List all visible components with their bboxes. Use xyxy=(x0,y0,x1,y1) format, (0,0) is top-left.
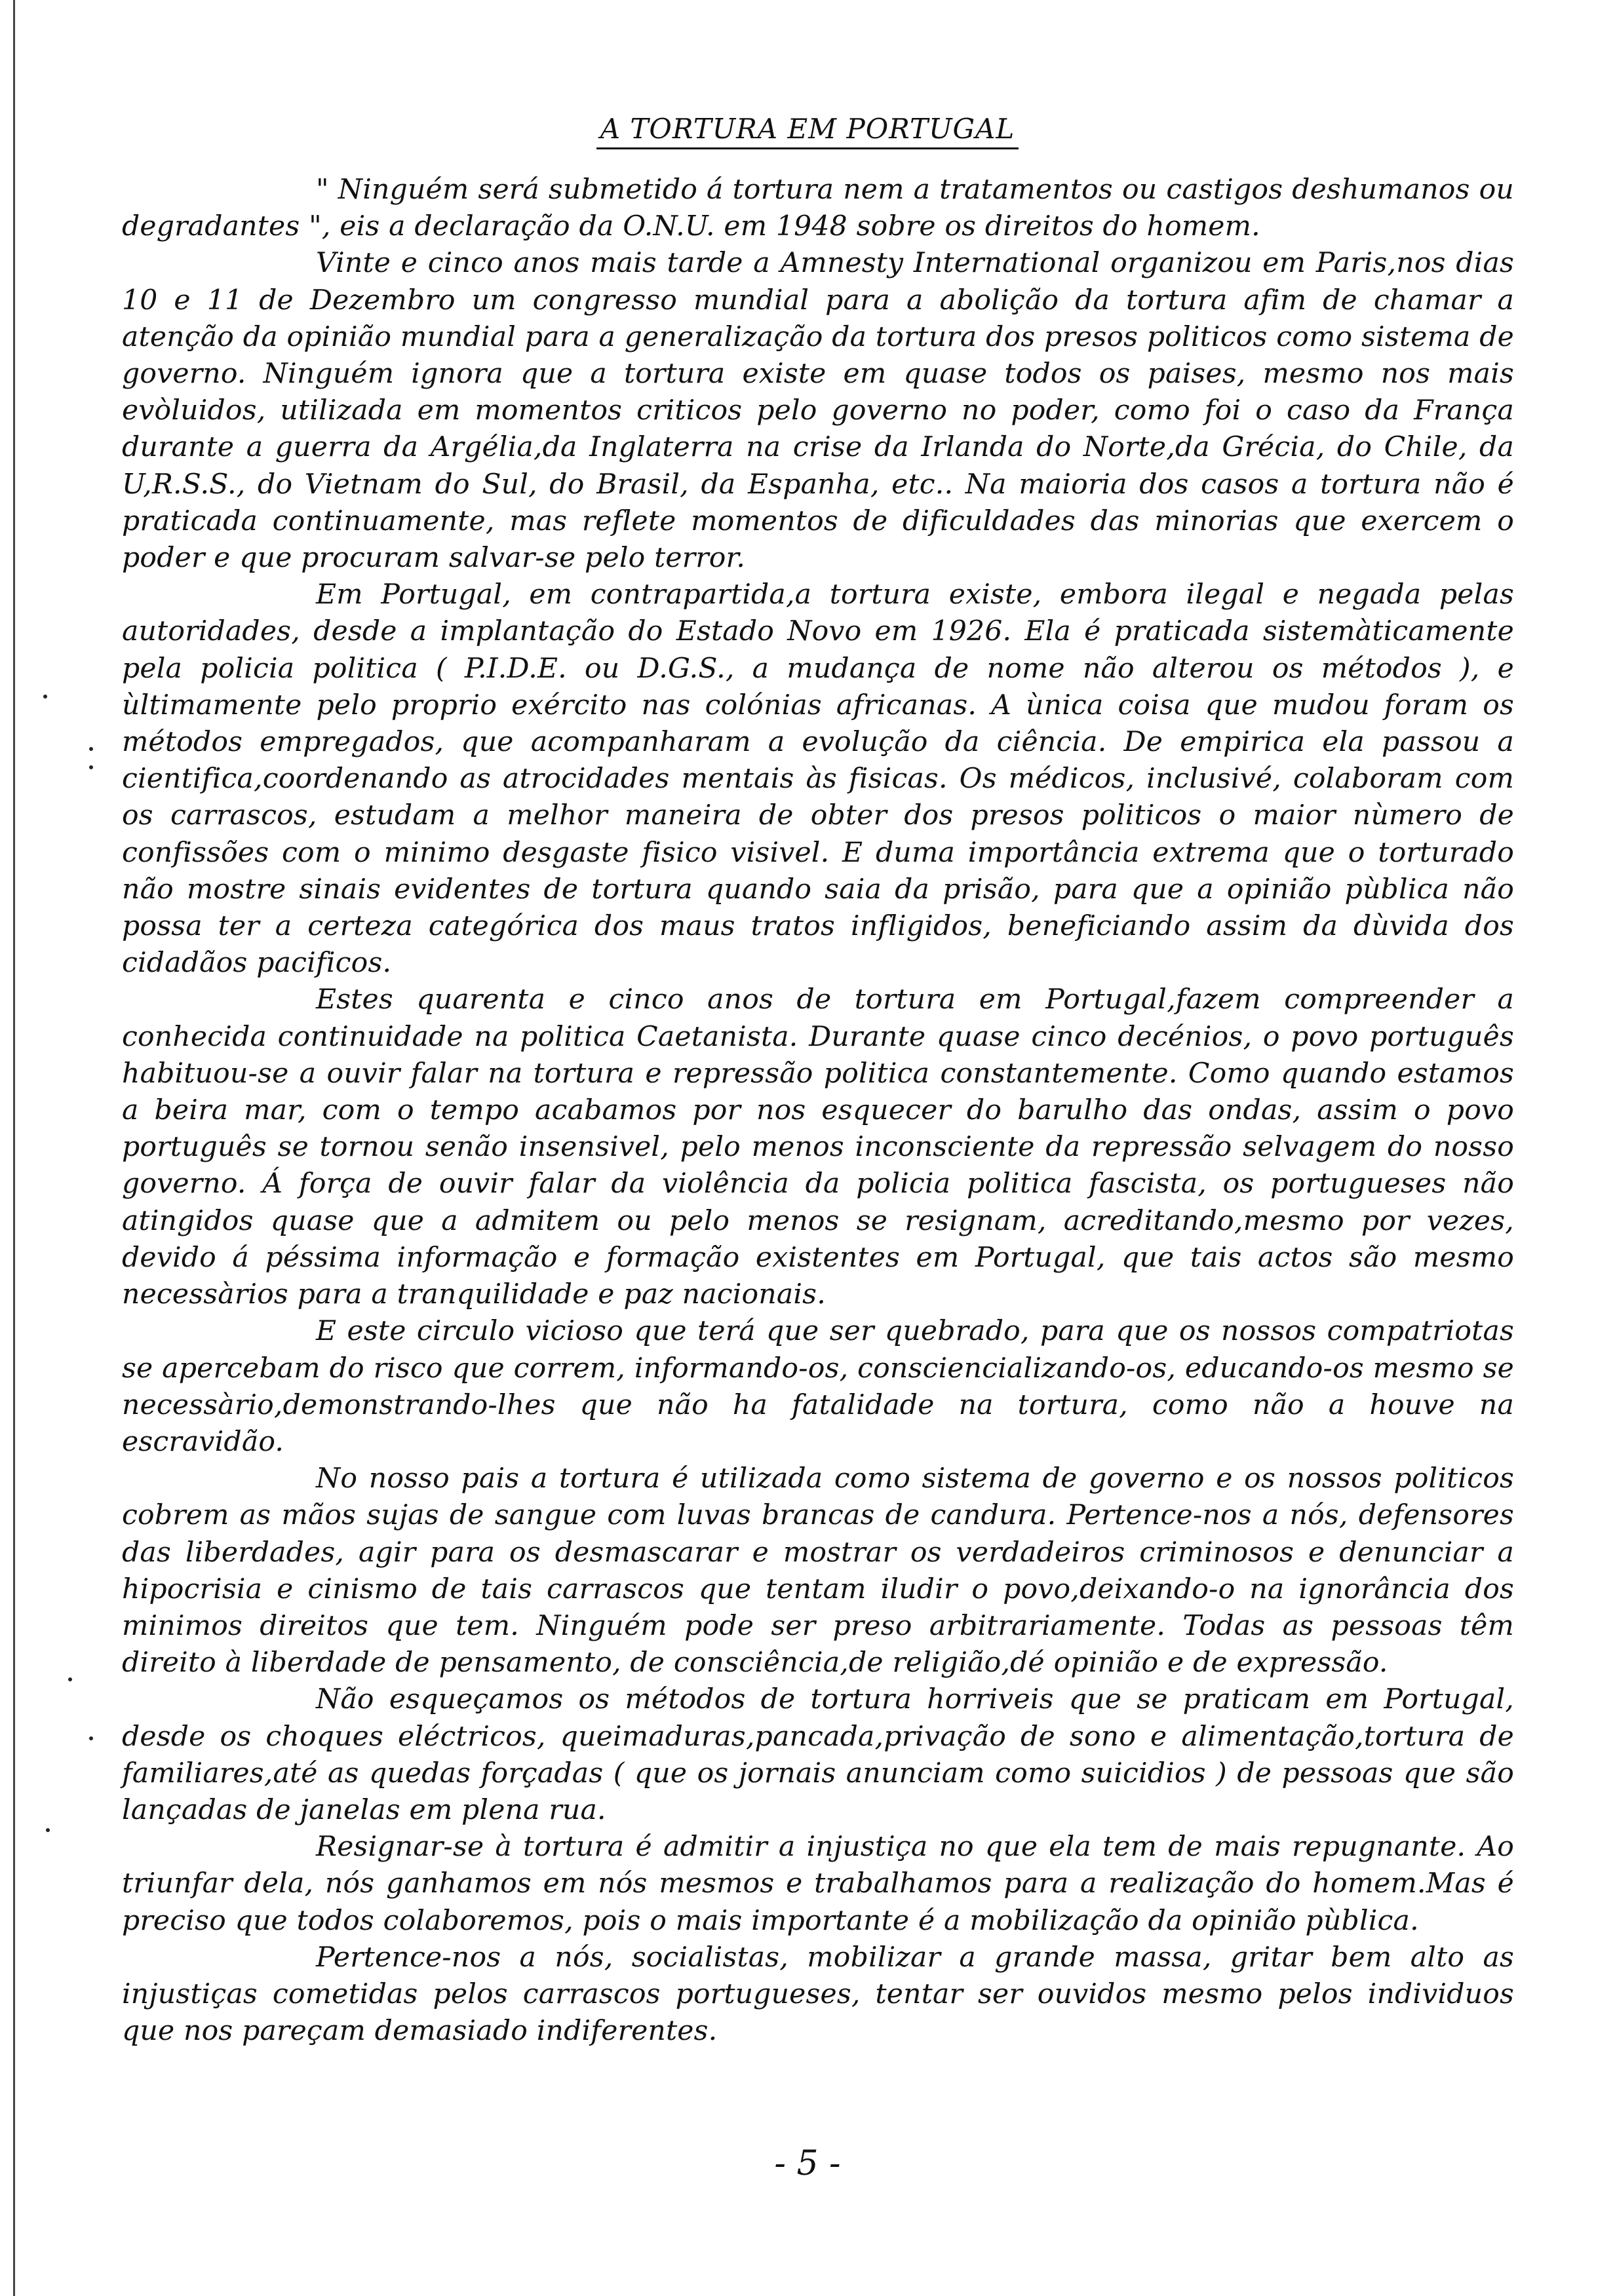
document-body xyxy=(122,172,1514,2050)
page-number: - 5 - xyxy=(774,2144,841,2183)
margin-speck xyxy=(68,1677,72,1681)
paragraph: No nosso pais a tortura é utilizada como sistema de governo e os nossos politicos cobrem as mãos sujas de sangue com luvas brancas de candura. Pertence-nos a nós, defensores das liberdades, agir para os desmascarar e mostrar os verdadeiros criminosos e denunciar a hipocrisia e cinismo de tais carrascos que tentam iludir o povo,deixando-o na ignorância dos minimos direitos que tem. Ninguém pode ser preso arbitrariamente. Todas as pessoas têm direito à liberdade de pensamento, de consciência,de religião,dé opinião e de expressão. xyxy=(122,1463,1514,1679)
paragraph: Resignar-se à tortura é admitir a injustiça no que ela tem de mais repugnante. Ao triunfar dela, nós ganhamos em nós mesmos e trabalhamos para a realização do homem.Mas é preciso que todos colaboremos, pois o mais importante é a mobilização da opinião pùblica. xyxy=(122,1831,1514,1937)
margin-speck xyxy=(89,747,93,751)
margin-speck xyxy=(89,765,93,769)
paragraph: Pertence-nos a nós, socialistas, mobilizar a grande massa, gritar bem alto as injustiças cometidas pelos carrascos portugueses, tentar ser ouvidos mesmo pelos individuos que nos pareçam demasiado indiferentes. xyxy=(122,1941,1514,2048)
paragraph: Não esqueçamos os métodos de tortura horriveis que se praticam em Portugal, desde os choques eléctricos, queimaduras,pancada,privação de sono e alimentação,tortura de familiares,até as quedas forçadas ( que os jornais anunciam como suicidios ) de pessoas que são lançadas de janelas em plena rua. xyxy=(122,1683,1514,1826)
paragraph: Estes quarenta e cinco anos de tortura em Portugal,fazem compreender a conhecida continuidade na politica Caetanista. Durante quase cinco decénios, o povo português habituou-se a ouvir falar na tortura e repressão politica constantemente. Como quando estamos a beira mar, com o tempo acabamos por nos esquecer do barulho das ondas, assim o povo português se tornou senão insensivel, pelo menos inconsciente da repressão selvagem do nosso governo. Á força de ouvir falar da violência da policia politica fascista, os portugueses não atingidos quase que a admitem ou pelo menos se resignam, acreditando,mesmo por vezes, devido á péssima informação e formação existentes em Portugal, que tais actos são mesmo necessàrios para a tranquilidade e paz nacionais. xyxy=(122,984,1514,1311)
page-title-text: A TORTURA EM PORTUGAL xyxy=(596,113,1019,149)
paragraph: Vinte e cinco anos mais tarde a Amnesty International organizou em Paris,nos dias 10 e 11 de Dezembro um congresso mundial para a abolição da tortura afim de chamar a atenção da opinião mundial para a generalização da tortura dos presos politicos como sistema de governo. Ninguém ignora que a tortura existe em quase todos os paises, mesmo nos mais evòluidos, utilizada em momentos criticos pelo governo no poder, como foi o caso da França durante a guerra da Argélia,da Inglaterra na crise da Irlanda do Norte,da Grécia, do Chile, da U,R.S.S., do Vietnam do Sul, do Brasil, da Espanha, etc.. Na maioria dos casos a tortura não é praticada continuamente, mas reflete momentos de dificuldades das minorias que exercem o poder e que procuram salvar-se pelo terror. xyxy=(122,247,1514,575)
margin-speck xyxy=(46,1828,50,1832)
paragraph: Em Portugal, em contrapartida,a tortura existe, embora ilegal e negada pelas autoridades, desde a implantação do Estado Novo em 1926. Ela é praticada sistemàticamente pela policia politica ( P.I.D.E. ou D.G.S., a mudança de nome não alterou os métodos ), e ùltimamente pelo proprio exército nas colónias africanas. A ùnica coisa que mudou foram os métodos empregados, que acompanharam a evolução da ciência. De empirica ela passou a cientifica,coordenando as atrocidades mentais às fisicas. Os médicos, inclusivé, colaboram com os carrascos, estudam a melhor maneira de obter dos presos politicos o maior nùmero de confissões com o minimo desgaste fisico visivel. E duma importância extrema que o torturado não mostre sinais evidentes de tortura quando saia da prisão, para que a opinião pùblica não possa ter a certeza categórica dos maus tratos infligidos, beneficiando assim da dùvida dos cidadãos pacificos. xyxy=(122,579,1514,980)
page-title xyxy=(0,113,1615,145)
paragraph: " Ninguém será submetido á tortura nem a tratamentos ou castigos deshumanos ou degradantes ", eis a declaração da O.N.U. em 1948 sobre os direitos do homem. xyxy=(122,174,1514,243)
page-edge-line xyxy=(13,0,15,2296)
paragraph: E este circulo vicioso que terá que ser quebrado, para que os nossos compatriotas se apercebam do risco que correm, informando-os, consciencializando-os, educando-os mesmo se necessàrio,demonstrando-lhes que não ha fatalidade na tortura, como não a houve na escravidão. xyxy=(122,1315,1514,1458)
margin-speck xyxy=(43,695,47,698)
margin-speck xyxy=(89,1736,93,1740)
